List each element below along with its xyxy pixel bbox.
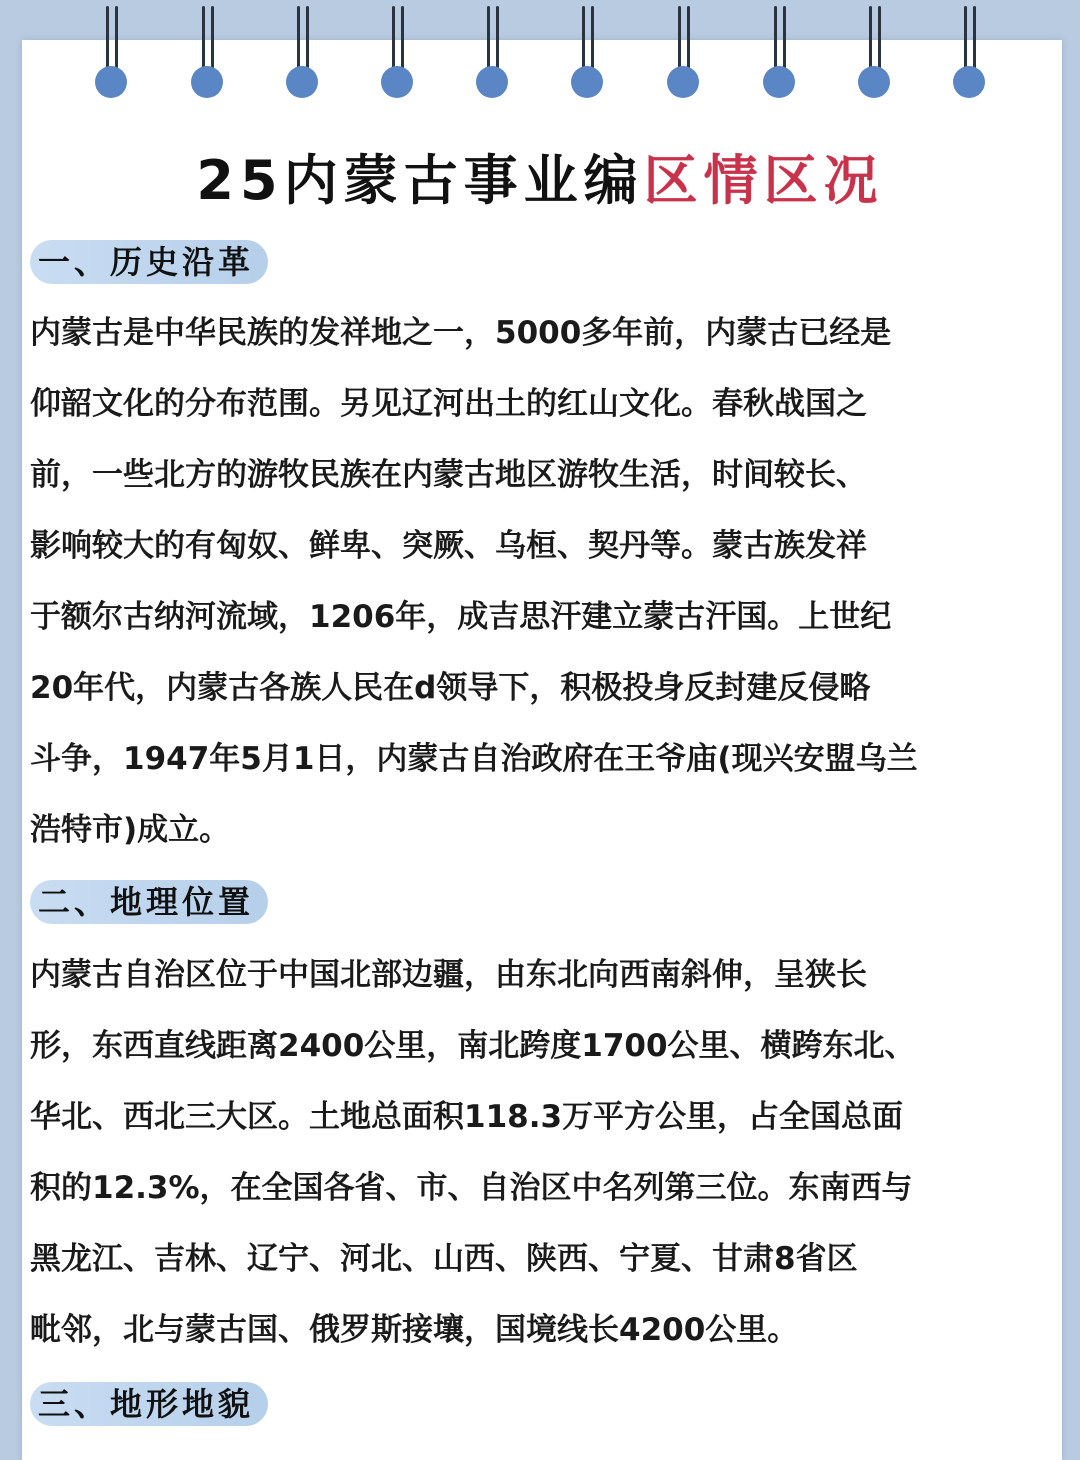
binding-ring-icon bbox=[855, 0, 895, 100]
binding-ring-icon bbox=[664, 0, 704, 100]
text-line: 形，东西直线距离2400公里，南北跨度1700公里、横跨东北、 bbox=[30, 1028, 916, 1064]
title-main: 25内蒙古事业编 bbox=[196, 149, 644, 212]
binding-ring-icon bbox=[568, 0, 608, 100]
binding-ring-icon bbox=[378, 0, 418, 100]
section-heading-history: 一、历史沿革 bbox=[30, 240, 268, 284]
text-line: 华北、西北三大区。土地总面积118.3万平方公里，占全国总面 bbox=[30, 1099, 904, 1135]
binding-ring-icon bbox=[473, 0, 513, 100]
text-line: 内蒙古自治区位于中国北部边疆，由东北向西南斜伸，呈狭长 bbox=[30, 957, 867, 993]
text-line: 影响较大的有匈奴、鲜卑、突厥、乌桓、契丹等。蒙古族发祥 bbox=[30, 528, 867, 564]
text-line: 于额尔古纳河流域，1206年，成吉思汗建立蒙古汗国。上世纪 bbox=[30, 599, 892, 635]
text-line: 斗争，1947年5月1日，内蒙古自治政府在王爷庙(现兴安盟乌兰 bbox=[30, 741, 918, 777]
text-line: 仰韶文化的分布范围。另见辽河出土的红山文化。春秋战国之 bbox=[30, 386, 867, 422]
text-line: 毗邻，北与蒙古国、俄罗斯接壤，国境线长4200公里。 bbox=[30, 1312, 799, 1348]
binding-ring-icon bbox=[760, 0, 800, 100]
binding-ring-icon bbox=[188, 0, 228, 100]
section-body-history bbox=[30, 298, 1052, 866]
section-heading-geography: 二、地理位置 bbox=[30, 880, 268, 924]
text-line: 前，一些北方的游牧民族在内蒙古地区游牧生活，时间较长、 bbox=[30, 457, 867, 493]
text-line: 黑龙江、吉林、辽宁、河北、山西、陕西、宁夏、甘肃8省区 bbox=[30, 1241, 858, 1277]
text-line: 积的12.3%，在全国各省、市、自治区中名列第三位。东南西与 bbox=[30, 1170, 913, 1206]
section-body-geography bbox=[30, 940, 1052, 1366]
section-heading-terrain: 三、地形地貌 bbox=[30, 1382, 268, 1426]
title-accent: 区情区况 bbox=[643, 149, 884, 212]
page-title bbox=[0, 138, 1080, 215]
binding-ring-icon bbox=[950, 0, 990, 100]
text-line: 浩特市)成立。 bbox=[30, 812, 231, 848]
binding-ring-icon bbox=[92, 0, 132, 100]
text-line: 内蒙古是中华民族的发祥地之一，5000多年前，内蒙古已经是 bbox=[30, 315, 892, 351]
spiral-binding bbox=[0, 0, 1080, 110]
binding-ring-icon bbox=[283, 0, 323, 100]
text-line: 20年代，内蒙古各族人民在d领导下，积极投身反封建反侵略 bbox=[30, 670, 871, 706]
